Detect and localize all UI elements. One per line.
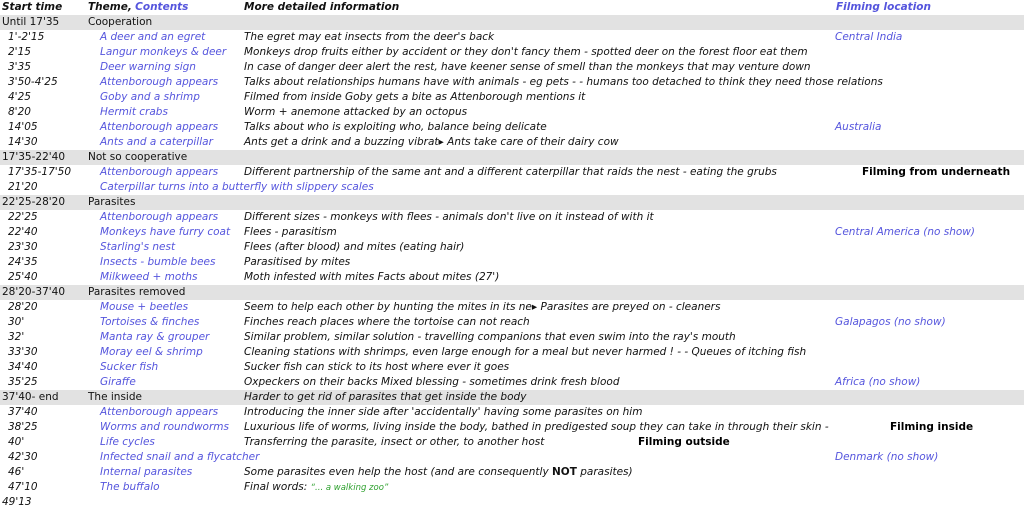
- section-row: [0, 15, 1024, 30]
- table-row: [0, 375, 1024, 390]
- filming-note: Filming from underneath: [862, 166, 1011, 178]
- table-row: [0, 180, 1024, 195]
- time-cell: 1'-2'15: [8, 31, 45, 43]
- time-cell: 32': [8, 331, 25, 343]
- time-cell: 4'25: [8, 91, 31, 103]
- table-row: [0, 480, 1024, 495]
- info-cell: Different partnership of the same ant and a different caterpillar that raids the nest - eating the grubs: [244, 166, 777, 178]
- info-cell: Seem to help each other by hunting the mites in its ne▸ Parasites are preyed on - cleaners: [244, 301, 721, 313]
- theme-cell: Cooperation: [88, 16, 153, 28]
- theme-cell: Starling's nest: [100, 241, 176, 253]
- time-cell: 8'20: [8, 106, 31, 118]
- time-cell: 17'35-17'50: [8, 166, 72, 178]
- table-row: [0, 120, 1024, 135]
- time-cell: 28'20-37'40: [2, 286, 66, 298]
- theme-cell: Attenborough appears: [100, 166, 219, 178]
- theme-cell: Tortoises & finches: [100, 316, 200, 328]
- table-row: [0, 225, 1024, 240]
- time-cell: 14'30: [8, 136, 38, 148]
- info-cell: Different sizes - monkeys with flees - animals don't live on it instead of with it: [244, 211, 654, 223]
- table-row: [0, 105, 1024, 120]
- time-cell: 21'20: [8, 181, 38, 193]
- header-start-time: Start time: [2, 1, 63, 13]
- info-cell: Talks about relationships humans have with animals - eg pets - - humans too detached to think they need those relations: [244, 76, 883, 88]
- filming-note: Filming inside: [890, 421, 974, 433]
- info-cell: Finches reach places where the tortoise can not reach: [244, 316, 530, 328]
- info-text-end: parasites): [576, 466, 633, 478]
- time-cell: 40': [8, 436, 25, 448]
- info-cell: [244, 480, 388, 496]
- info-cell: Parasitised by mites: [244, 256, 351, 268]
- theme-cell: Attenborough appears: [100, 76, 219, 88]
- time-cell: 47'10: [8, 481, 38, 493]
- theme-cell: Attenborough appears: [100, 406, 219, 418]
- info-cell: In case of danger deer alert the rest, have keener sense of smell than the monkeys that may venture down: [244, 61, 811, 73]
- table-row: [0, 495, 1024, 510]
- info-text: Final words:: [244, 481, 311, 493]
- header-theme-label: Theme,: [88, 1, 132, 13]
- theme-cell: Hermit crabs: [100, 106, 168, 118]
- table-body: [0, 15, 1024, 510]
- filming-note: Filming outside: [638, 436, 730, 448]
- info-cell: Introducing the inner side after 'accidentally' having some parasites on him: [244, 406, 643, 418]
- theme-cell: Monkeys have furry coat: [100, 226, 231, 238]
- location-cell: Denmark (no show): [835, 451, 939, 463]
- table-row: [0, 465, 1024, 480]
- table-row: [0, 90, 1024, 105]
- table-row: [0, 240, 1024, 255]
- table-row: [0, 255, 1024, 270]
- info-cell: Harder to get rid of parasites that get inside the body: [244, 391, 527, 403]
- theme-cell: Infected snail and a flycatcher: [100, 451, 260, 463]
- header-location: Filming location: [836, 1, 931, 13]
- location-cell: Central India: [835, 31, 903, 43]
- theme-cell: Parasites: [88, 196, 136, 208]
- info-cell: Talks about who is exploiting who, balance being delicate: [244, 121, 547, 133]
- time-cell: 3'35: [8, 61, 31, 73]
- time-cell: 28'20: [8, 301, 38, 313]
- location-cell: Africa (no show): [835, 376, 921, 388]
- info-cell: [244, 465, 633, 480]
- time-cell: 23'30: [8, 241, 38, 253]
- theme-cell: Moray eel & shrimp: [100, 346, 203, 358]
- theme-cell: Ants and a caterpillar: [100, 136, 213, 148]
- theme-cell: The buffalo: [100, 481, 160, 493]
- theme-cell: Attenborough appears: [100, 211, 219, 223]
- table-row: [0, 405, 1024, 420]
- time-cell: 46': [8, 466, 25, 478]
- table-row: [0, 60, 1024, 75]
- theme-cell: Giraffe: [100, 376, 136, 388]
- theme-cell: Internal parasites: [100, 466, 193, 478]
- time-cell: 42'30: [8, 451, 38, 463]
- table-row: [0, 450, 1024, 465]
- time-cell: 14'05: [8, 121, 38, 133]
- info-cell: Luxurious life of worms, living inside the body, bathed in predigested soup they can take in through their skin -: [244, 421, 829, 433]
- header-theme: [88, 0, 188, 15]
- table-row: [0, 135, 1024, 150]
- time-cell: 22'25-28'20: [2, 196, 66, 208]
- time-cell: 30': [8, 316, 25, 328]
- table-row: [0, 45, 1024, 60]
- theme-cell: A deer and an egret: [100, 31, 206, 43]
- header-contents-label: Contents: [135, 1, 189, 13]
- info-cell: Similar problem, similar solution - travelling companions that even swim into the ray's mouth: [244, 331, 736, 343]
- theme-cell: Worms and roundworms: [100, 421, 229, 433]
- location-cell: Australia: [835, 121, 882, 133]
- section-row: [0, 150, 1024, 165]
- theme-cell: Attenborough appears: [100, 121, 219, 133]
- section-row: [0, 390, 1024, 405]
- table-row: [0, 345, 1024, 360]
- info-cell: Filmed from inside Goby gets a bite as Attenborough mentions it: [244, 91, 586, 103]
- time-cell: 35'25: [8, 376, 38, 388]
- table-row: [0, 420, 1024, 435]
- theme-cell: Sucker fish: [100, 361, 159, 373]
- theme-cell: Not so cooperative: [88, 151, 188, 163]
- time-cell: 34'40: [8, 361, 38, 373]
- section-row: [0, 195, 1024, 210]
- table-row: [0, 315, 1024, 330]
- time-cell: 33'30: [8, 346, 38, 358]
- time-cell: 17'35-22'40: [2, 151, 66, 163]
- theme-cell: Caterpillar turns into a butterfly with slippery scales: [100, 181, 374, 193]
- info-emphasis: NOT: [552, 466, 577, 478]
- table-row: [0, 30, 1024, 45]
- location-cell: Galapagos (no show): [835, 316, 946, 328]
- info-cell: Monkeys drop fruits either by accident or they don't fancy them - spotted deer on the forest floor eat them: [244, 46, 808, 58]
- table-row: [0, 210, 1024, 225]
- theme-cell: Life cycles: [100, 436, 155, 448]
- time-cell: 37'40: [8, 406, 38, 418]
- info-text: Some parasites even help the host (and are consequently: [244, 466, 553, 478]
- table-row: [0, 270, 1024, 285]
- theme-cell: Mouse + beetles: [100, 301, 189, 313]
- info-cell: The egret may eat insects from the deer's back: [244, 31, 495, 43]
- theme-cell: Langur monkeys & deer: [100, 46, 227, 58]
- info-cell: Oxpeckers on their backs Mixed blessing - sometimes drink fresh blood: [244, 376, 620, 388]
- time-cell: 24'35: [8, 256, 38, 268]
- theme-cell: Deer warning sign: [100, 61, 196, 73]
- time-cell: 22'40: [8, 226, 38, 238]
- theme-cell: Manta ray & grouper: [100, 331, 210, 343]
- time-cell: Until 17'35: [2, 16, 60, 28]
- table-row: [0, 360, 1024, 375]
- info-cell: Transferring the parasite, insect or other, to another host: [244, 436, 545, 448]
- time-cell: 22'25: [8, 211, 38, 223]
- info-cell: Sucker fish can stick to its host where ever it goes: [244, 361, 510, 373]
- table-row: [0, 165, 1024, 180]
- theme-cell: The inside: [88, 391, 142, 403]
- info-cell: Moth infested with mites Facts about mites (27'): [244, 271, 500, 283]
- table-row: [0, 330, 1024, 345]
- info-cell: Worm + anemone attacked by an octopus: [244, 106, 468, 118]
- theme-cell: Parasites removed: [88, 286, 186, 298]
- info-cell: Ants get a drink and a buzzing vibrat▸ Ants take care of their dairy cow: [244, 136, 619, 148]
- location-cell: Central America (no show): [835, 226, 975, 238]
- quote-text: “... a walking zoo”: [310, 483, 389, 493]
- time-cell: 38'25: [8, 421, 38, 433]
- table-row: [0, 300, 1024, 315]
- section-row: [0, 285, 1024, 300]
- theme-cell: Milkweed + moths: [100, 271, 198, 283]
- time-cell: 25'40: [8, 271, 38, 283]
- info-cell: Flees (after blood) and mites (eating hair): [244, 241, 465, 253]
- time-cell: 49'13: [2, 496, 32, 508]
- theme-cell: Insects - bumble bees: [100, 256, 216, 268]
- info-cell: Cleaning stations with shrimps, even large enough for a meal but never harmed ! - - Queues of itching fish: [244, 346, 807, 358]
- table-header: [0, 0, 1024, 15]
- table-row: [0, 75, 1024, 90]
- time-cell: 3'50-4'25: [8, 76, 58, 88]
- theme-cell: Goby and a shrimp: [100, 91, 200, 103]
- time-cell: 2'15: [8, 46, 31, 58]
- table-row: [0, 435, 1024, 450]
- header-details: More detailed information: [244, 1, 400, 13]
- time-cell: 37'40- end: [2, 391, 59, 403]
- info-cell: Flees - parasitism: [244, 226, 337, 238]
